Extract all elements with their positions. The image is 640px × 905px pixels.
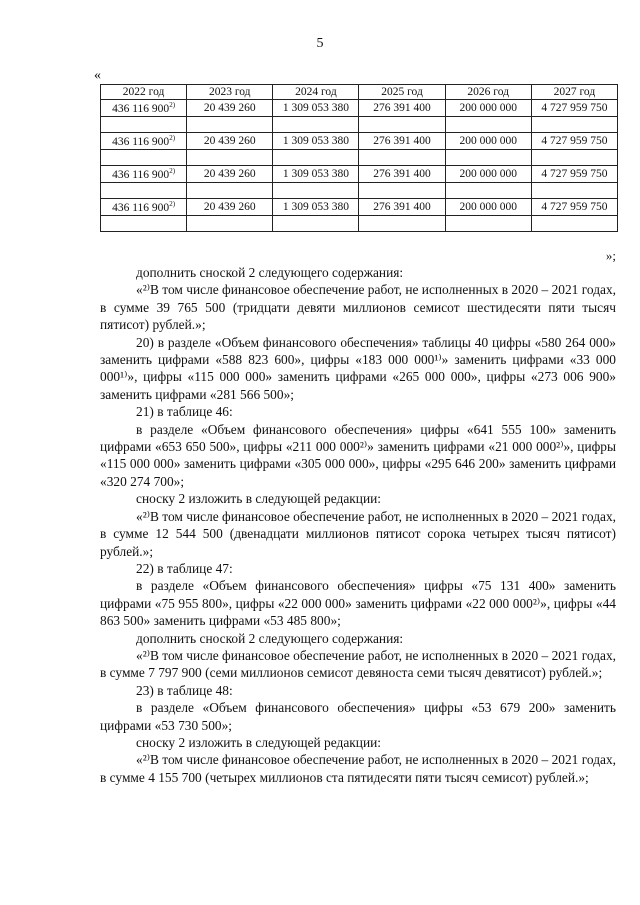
paragraph: «²⁾В том числе финансовое обеспечение работ, не исполненных в 2020 – 2021 годах, в сумме 39 765 500 (тридцати девяти миллионов семисот шестидесяти пяти тысяч пятисот) рублей.»; xyxy=(100,282,616,333)
table-cell: 200 000 000 xyxy=(445,166,531,183)
paragraph: дополнить сноской 2 следующего содержания: xyxy=(136,630,404,646)
table-cell: 1 309 053 380 xyxy=(273,133,359,150)
paragraph: в разделе «Объем финансового обеспечения» цифры «75 131 400» заменить цифрами «75 955 800», цифры «22 000 000» заменить цифрами «22 000 000²⁾», цифры «44 863 500» заменить цифрами «53 485 800»; xyxy=(100,578,616,629)
header-2025: 2025 год xyxy=(359,85,445,100)
table-cell: 1 309 053 380 xyxy=(273,100,359,117)
paragraph: дополнить сноской 2 следующего содержания: xyxy=(136,265,404,280)
table-cell: 200 000 000 xyxy=(445,100,531,117)
header-2023: 2023 год xyxy=(187,85,273,100)
table-cell: 1 309 053 380 xyxy=(273,166,359,183)
table-cell: 20 439 260 xyxy=(187,166,273,183)
table-row-empty xyxy=(101,216,618,232)
paragraph: «²⁾В том числе финансовое обеспечение работ, не исполненных в 2020 – 2021 годах, в сумме 7 797 900 (семи миллионов семисот девяноста семи тысяч девятисот) рублей.»; xyxy=(100,647,616,681)
page-number: 5 xyxy=(316,36,324,51)
table-cell: 436 116 900$^{2)}$ xyxy=(101,100,187,117)
table-quote-open: « xyxy=(94,68,101,83)
paragraph: в разделе «Объем финансового обеспечения» цифры «641 555 100» заменить цифрами «653 650 500», цифры «211 000 000²⁾» заменить цифрами «21 000 000²⁾», цифры «115 000 000» заменить цифрами «305 000 000», цифры «295 646 200» заменить цифрами «320 274 700»; xyxy=(100,421,616,489)
table-row xyxy=(101,100,618,117)
table-cell: 20 439 260 xyxy=(187,100,273,117)
table-cell: 4 727 959 750 xyxy=(531,199,617,216)
header-2026: 2026 год xyxy=(445,85,531,100)
table-cell: 436 116 900$^{2)}$ xyxy=(101,199,187,216)
paragraph: сноску 2 изложить в следующей редакции: xyxy=(136,734,381,750)
header-2022: 2022 год xyxy=(101,85,187,100)
table-cell: 1 309 053 380 xyxy=(273,199,359,216)
paragraph: сноску 2 изложить в следующей редакции: xyxy=(136,491,381,507)
table-cell: 276 391 400 xyxy=(359,100,445,117)
table-cell: 276 391 400 xyxy=(359,166,445,183)
table-cell: 20 439 260 xyxy=(187,133,273,150)
table-row xyxy=(101,166,618,183)
table-cell: 4 727 959 750 xyxy=(531,166,617,183)
table-cell: 4 727 959 750 xyxy=(531,100,617,117)
header-2024: 2024 год xyxy=(273,85,359,100)
table-row-empty xyxy=(101,183,618,199)
paragraph: в разделе «Объем финансового обеспечения» цифры «53 679 200» заменить цифрами «53 730 500»; xyxy=(100,700,616,733)
table-header-row xyxy=(101,85,618,100)
table-cell: 4 727 959 750 xyxy=(531,133,617,150)
footnote-mark: 2) xyxy=(169,200,176,209)
table-row-empty xyxy=(101,117,618,133)
table-row xyxy=(101,133,618,150)
table-cell: 276 391 400 xyxy=(359,199,445,216)
table-row xyxy=(101,199,618,216)
table-cell: 436 116 900$^{2)}$ xyxy=(101,133,187,150)
table-cell: 200 000 000 xyxy=(445,133,531,150)
paragraph: 20) в разделе «Объем финансового обеспечения» таблицы 40 цифры «580 264 000» заменить цифрами «588 823 600», цифры «183 000 000¹⁾» заменить цифрами «33 000 000¹⁾», цифры «115 000 000» заменить цифрами «265 000 000», цифры «273 006 900» заменить цифрами «281 566 500»; xyxy=(100,334,616,402)
table-cell: 436 116 900$^{2)}$ xyxy=(101,166,187,183)
table-cell: 200 000 000 xyxy=(445,199,531,216)
financing-table xyxy=(100,84,618,232)
footnote-mark: 2) xyxy=(169,101,176,110)
table-row-empty xyxy=(101,150,618,166)
paragraph: 23) в таблице 48: xyxy=(136,682,233,698)
document-body xyxy=(100,264,616,786)
footnote-mark: 2) xyxy=(169,134,176,143)
table-quote-close: »; xyxy=(605,248,616,263)
table-cell: 276 391 400 xyxy=(359,133,445,150)
header-2027: 2027 год xyxy=(531,85,617,100)
paragraph: 21) в таблице 46: xyxy=(136,404,233,420)
table-cell: 20 439 260 xyxy=(187,199,273,216)
paragraph: 22) в таблице 47: xyxy=(136,560,233,576)
footnote-mark: 2) xyxy=(169,167,176,176)
paragraph: «²⁾В том числе финансовое обеспечение работ, не исполненных в 2020 – 2021 годах, в сумме 12 544 500 (двенадцати миллионов пятисот сорока четырех тысяч пятисот) рублей.»; xyxy=(100,508,616,559)
paragraph: «²⁾В том числе финансовое обеспечение работ, не исполненных в 2020 – 2021 годах, в сумме 4 155 700 (четырех миллионов ста пятидесяти пяти тысяч семисот) рублей.»; xyxy=(100,752,616,785)
